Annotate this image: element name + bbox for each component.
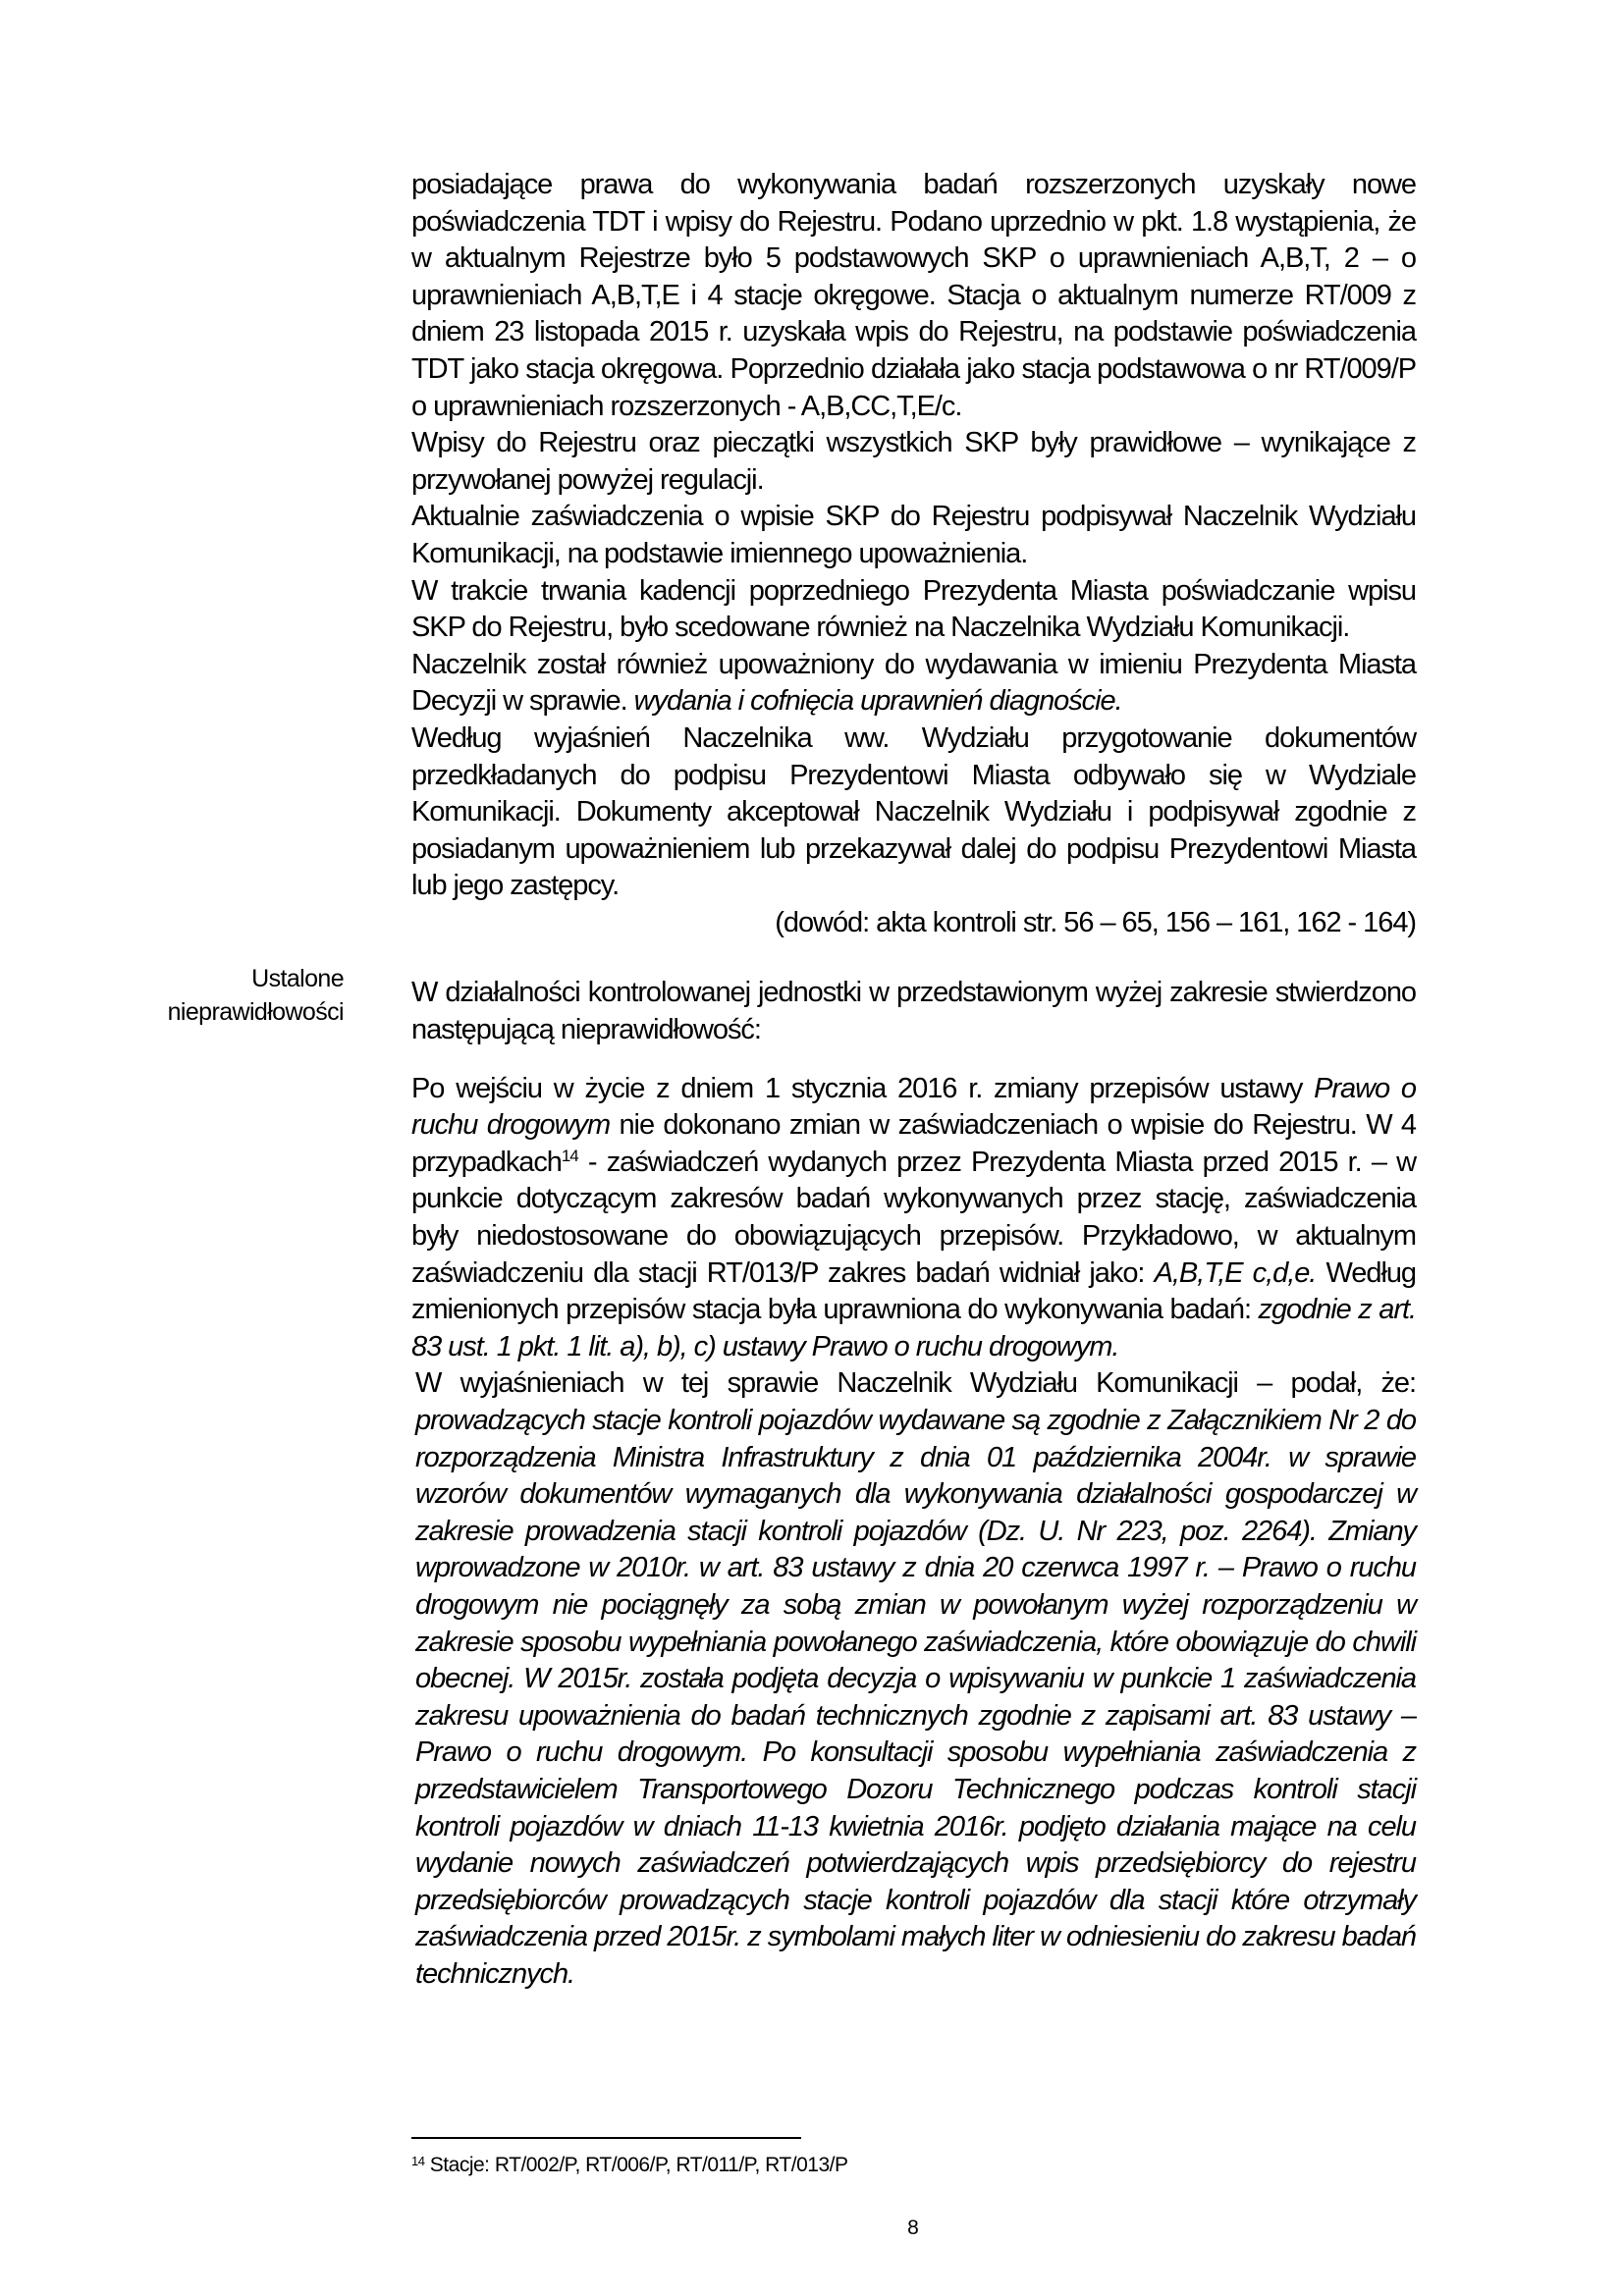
scope-legal-basis: zgodnie z art. 83 ust. 1 pkt. 1 lit. a), b), c) ustawy Prawo o ruchu drogowym. [411, 1294, 1416, 1362]
paragraph-head-authorization [411, 647, 1416, 721]
paragraph-current-certificates: Aktualnie zaświadczenia o wpisie SKP do Rejestru podpisywał Naczelnik Wydziału Komunikacji, na podstawie imiennego upoważnienia. [411, 501, 1416, 569]
side-label-line: nieprawidłowości [167, 998, 344, 1026]
quoted-explanation: prowadzących stacje kontroli pojazdów wydawane są zgodnie z Załącznikiem Nr 2 do rozporządzenia Ministra Infrastruktury z dnia 01 października 2004r. w sprawie wzorów dokumentów wymaganych dla wykonywania działalności gospodarczej w zakresie prowadzenia stacji kontroli pojazdów (Dz. U. Nr 223, poz. 2264). Zmiany wprowadzone w 2010r. w art. 83 ustawy z dnia 20 czerwca 1997 r. – Prawo o ruchu drogowym nie pociągnęły za sobą zmian w powołanym wyżej rozporządzeniu w zakresie sposobu wypełniania powołanego zaświadczenia, które obowiązuje do chwili obecnej. W 2015r. została podjęta decyzja o wpisywaniu w punkcie 1 zaświadczenia zakresu upoważnienia do badań technicznych zgodnie z zapisami art. 83 ustawy – Prawo o ruchu drogowym. Po konsultacji sposobu wypełniania zaświadczenia z przedstawicielem Transportowego Dozoru Technicznego podczas kontroli stacji kontroli pojazdów w dniach 11-13 kwietnia 2016r. podjęto działania mające na celu wydanie nowych zaświadczeń potwierdzających wpis przedsiębiorcy do rejestru przedsiębiorców prowadzących stacje kontroli pojazdów dla stacji które otrzymały zaświadczenia przed 2015r. z symbolami małych liter w odniesieniu do zakresu badań technicznych. [415, 1405, 1416, 1990]
text-run: nie dokonano zmian w zaświadczeniach o wpisie do Rejestru. W 4 przypadkach [411, 1109, 1417, 1178]
paragraph-head-authorization-italic: wydania i cofnięcia uprawnień diagnoście. [633, 685, 1122, 718]
evidence-reference: (dowód: akta kontroli str. 56 – 65, 156 – 161, 162 - 164) [775, 906, 1416, 938]
paragraph-register-entries: Wpisy do Rejestru oraz pieczątki wszystkich SKP były prawidłowe – wynikające z przywołanej powyżej regulacji. [411, 427, 1416, 496]
side-label [147, 962, 344, 1029]
footnote-reference[interactable]: 14 [561, 1146, 578, 1165]
side-label-line: Ustalone [251, 965, 344, 992]
scope-code: A,B,T,E c,d,e. [1154, 1256, 1317, 1289]
footnote-text: Stacje: RT/002/P, RT/006/P, RT/011/P, RT/013/P [424, 2154, 848, 2176]
text-run: - zaświadczeń wydanych przez Prezydenta Miasta przed 2015 r. – w punkcie dotyczącym zakresów badań wykonywanych przez stację, zaświadczenia były niedostosowane do obowiązujących przepisów. Przykładowo, w aktualnym zaświadczeniu dla stacji RT/013/P zakres badań widniał jako: [411, 1146, 1416, 1289]
paragraph-explanations: Według wyjaśnień Naczelnika ww. Wydziału przygotowanie dokumentów przedkładanych do podpisu Prezydentowi Miasta odbywało się w Wydziale Komunikacji. Dokumenty akceptował Naczelnik Wydziału i podpisywał zgodnie z posiadanym upoważnieniem lub przekazywał dalej do podpisu Prezydentowi Miasta lub jego zastępcy. [411, 721, 1416, 902]
footnote-number: 14 [411, 2154, 425, 2168]
footnote-divider [411, 2137, 801, 2139]
document-body [411, 167, 1416, 1994]
text-run: Po wejściu w życie z dniem 1 stycznia 2016 r. zmiany przepisów ustawy [411, 1072, 1315, 1104]
paragraph-previous-term: W trakcie trwania kadencji poprzedniego Prezydenta Miasta poświadczanie wpisu SKP do Rejestru, było scedowane również na Naczelnika Wydziału Komunikacji. [411, 574, 1416, 644]
footnote [411, 2153, 847, 2178]
paragraph-head-explanation [411, 1365, 1416, 1993]
text-run: Według zmienionych przepisów stacja była uprawniona do wykonywania badań: [411, 1256, 1416, 1326]
paragraph-head-authorization-text: Naczelnik został również upoważniony do wydawania w imieniu Prezydenta Miasta Decyzji w sprawie. [411, 648, 1416, 718]
page-number: 8 [907, 2216, 919, 2239]
law-title: Prawo o ruchu drogowym [411, 1072, 1416, 1142]
paragraph-stations: posiadające prawa do wykonywania badań rozszerzonych uzyskały nowe poświadczenia TDT i wpisy do Rejestru. Podano uprzednio w pkt. 1.8 wystąpienia, że w aktualnym Rejestrze było 5 podstawowych SKP o uprawnieniach A,B,T, 2 – o uprawnieniach A,B,T,E i 4 stacje okręgowe. Stacja o aktualnym numerze RT/009 z dniem 23 listopada 2015 r. uzyskała wpis do Rejestru, na podstawie poświadczenia TDT jako stacja okręgowa. Poprzednio działała jako stacja podstawowa o nr RT/009/P o uprawnieniach rozszerzonych - A,B,CC,T,E/c. [411, 169, 1416, 422]
text-run: W wyjaśnieniach w tej sprawie Naczelnik Wydziału Komunikacji – podał, że: [415, 1367, 1416, 1400]
paragraph-irregularity-details [411, 1071, 1416, 1366]
paragraph-irregularity-intro: W działalności kontrolowanej jednostki w przedstawionym wyżej zakresie stwierdzono następującą nieprawidłowość: [411, 977, 1416, 1046]
